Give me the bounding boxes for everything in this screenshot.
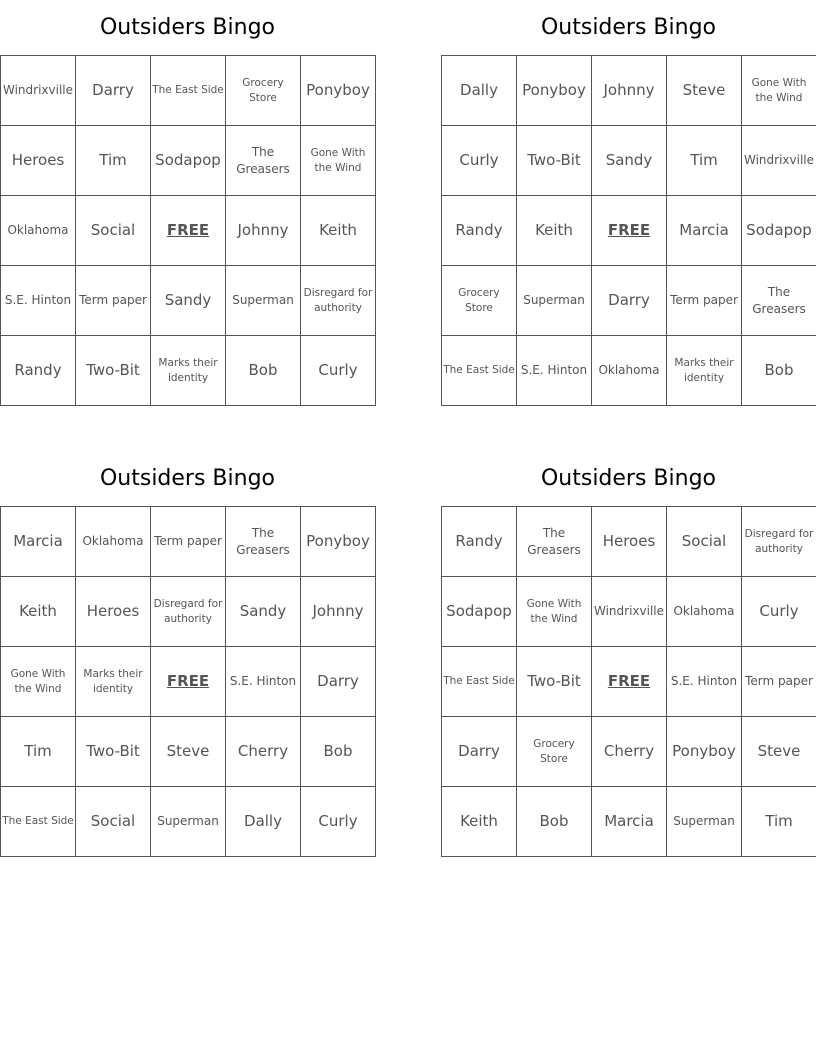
bingo-cell: Grocery Store — [442, 266, 517, 336]
bingo-cell: Heroes — [592, 507, 667, 577]
bingo-cell: Sodapop — [442, 577, 517, 647]
bingo-cell: Windrixville — [1, 56, 76, 126]
bingo-cell: Dally — [226, 787, 301, 857]
free-space-cell: FREE — [151, 647, 226, 717]
bingo-cell: Marks their identity — [667, 336, 742, 406]
bingo-cell: Marks their identity — [76, 647, 151, 717]
card-title: Outsiders Bingo — [540, 15, 717, 40]
bingo-cell: The Greasers — [226, 126, 301, 196]
bingo-cell: Oklahoma — [76, 507, 151, 577]
bingo-cell: Sandy — [226, 577, 301, 647]
bingo-cell: Bob — [517, 787, 592, 857]
card-title: Outsiders Bingo — [99, 466, 276, 491]
bingo-cell: Grocery Store — [517, 717, 592, 787]
bingo-cell: The East Side — [442, 647, 517, 717]
bingo-cell: Cherry — [226, 717, 301, 787]
card-title: Outsiders Bingo — [540, 466, 717, 491]
bingo-cell: Social — [76, 787, 151, 857]
bingo-cell: Darry — [301, 647, 376, 717]
bingo-cell: Heroes — [76, 577, 151, 647]
bingo-cell: Cherry — [592, 717, 667, 787]
bingo-cell: Windrixville — [592, 577, 667, 647]
bingo-cell: Two-Bit — [76, 717, 151, 787]
bingo-cell: Superman — [667, 787, 742, 857]
bingo-cell: Tim — [667, 126, 742, 196]
bingo-cell: Disregard for authority — [301, 266, 376, 336]
bingo-cell: Randy — [1, 336, 76, 406]
bingo-grid — [441, 55, 816, 406]
bingo-cell: Johnny — [226, 196, 301, 266]
bingo-cell: Gone With the Wind — [301, 126, 376, 196]
bingo-cell: Term paper — [76, 266, 151, 336]
bingo-cell: Steve — [151, 717, 226, 787]
bingo-card-2 — [441, 0, 816, 406]
bingo-cell: Two-Bit — [517, 126, 592, 196]
bingo-cell: Ponyboy — [301, 56, 376, 126]
bingo-cell: Johnny — [592, 56, 667, 126]
bingo-cell: The East Side — [151, 56, 226, 126]
bingo-cell: Keith — [1, 577, 76, 647]
bingo-cell: Superman — [226, 266, 301, 336]
bingo-cell: Marcia — [592, 787, 667, 857]
bingo-cell: Marks their identity — [151, 336, 226, 406]
bingo-cell: Bob — [226, 336, 301, 406]
bingo-cell: The Greasers — [226, 507, 301, 577]
bingo-cell: Randy — [442, 507, 517, 577]
bingo-cell: Disregard for authority — [151, 577, 226, 647]
bingo-cell: Ponyboy — [517, 56, 592, 126]
bingo-cell: Keith — [442, 787, 517, 857]
bingo-cell: Curly — [742, 577, 816, 647]
bingo-cell: Marcia — [1, 507, 76, 577]
bingo-cell: S.E. Hinton — [1, 266, 76, 336]
bingo-cell: Oklahoma — [592, 336, 667, 406]
bingo-cell: S.E. Hinton — [226, 647, 301, 717]
bingo-cell: Windrixville — [742, 126, 816, 196]
bingo-cell: Sodapop — [151, 126, 226, 196]
free-space-cell: FREE — [592, 196, 667, 266]
bingo-cell: Keith — [517, 196, 592, 266]
bingo-cell: S.E. Hinton — [667, 647, 742, 717]
bingo-cell: Tim — [742, 787, 816, 857]
bingo-cell: The East Side — [442, 336, 517, 406]
bingo-cell: Tim — [76, 126, 151, 196]
bingo-cell: Term paper — [667, 266, 742, 336]
bingo-card-3 — [0, 451, 375, 857]
bingo-cell: Curly — [301, 787, 376, 857]
bingo-cell: Ponyboy — [301, 507, 376, 577]
bingo-grid — [0, 55, 376, 406]
bingo-cell: Gone With the Wind — [742, 56, 816, 126]
bingo-cell: Darry — [76, 56, 151, 126]
bingo-cell: Johnny — [301, 577, 376, 647]
bingo-cell: Social — [76, 196, 151, 266]
bingo-cell: Steve — [667, 56, 742, 126]
bingo-cell: Sodapop — [742, 196, 816, 266]
free-space-cell: FREE — [592, 647, 667, 717]
bingo-cell: Curly — [442, 126, 517, 196]
bingo-cell: Disregard for authority — [742, 507, 816, 577]
bingo-cell: The Greasers — [742, 266, 816, 336]
bingo-cell: Oklahoma — [1, 196, 76, 266]
bingo-cell: Sandy — [592, 126, 667, 196]
bingo-grid — [0, 506, 376, 857]
bingo-cell: Two-Bit — [76, 336, 151, 406]
bingo-cell: The Greasers — [517, 507, 592, 577]
bingo-cell: S.E. Hinton — [517, 336, 592, 406]
bingo-cell: Marcia — [667, 196, 742, 266]
card-title: Outsiders Bingo — [99, 15, 276, 40]
bingo-cell: Darry — [442, 717, 517, 787]
bingo-cell: Gone With the Wind — [517, 577, 592, 647]
bingo-cell: Term paper — [742, 647, 816, 717]
free-space-cell: FREE — [151, 196, 226, 266]
bingo-grid — [441, 506, 816, 857]
bingo-cell: Grocery Store — [226, 56, 301, 126]
bingo-cell: Heroes — [1, 126, 76, 196]
bingo-cell: Curly — [301, 336, 376, 406]
bingo-cell: Bob — [301, 717, 376, 787]
bingo-cell: Steve — [742, 717, 816, 787]
bingo-cell: Randy — [442, 196, 517, 266]
bingo-cell: The East Side — [1, 787, 76, 857]
bingo-cell: Sandy — [151, 266, 226, 336]
bingo-cell: Two-Bit — [517, 647, 592, 717]
bingo-cell: Gone With the Wind — [1, 647, 76, 717]
bingo-cell: Superman — [151, 787, 226, 857]
bingo-cell: Term paper — [151, 507, 226, 577]
bingo-cell: Keith — [301, 196, 376, 266]
bingo-cell: Dally — [442, 56, 517, 126]
bingo-cell: Tim — [1, 717, 76, 787]
bingo-cell: Oklahoma — [667, 577, 742, 647]
bingo-cell: Darry — [592, 266, 667, 336]
bingo-cell: Bob — [742, 336, 816, 406]
bingo-cell: Social — [667, 507, 742, 577]
bingo-cell: Ponyboy — [667, 717, 742, 787]
bingo-card-1 — [0, 0, 375, 406]
bingo-cell: Superman — [517, 266, 592, 336]
bingo-card-4 — [441, 451, 816, 857]
